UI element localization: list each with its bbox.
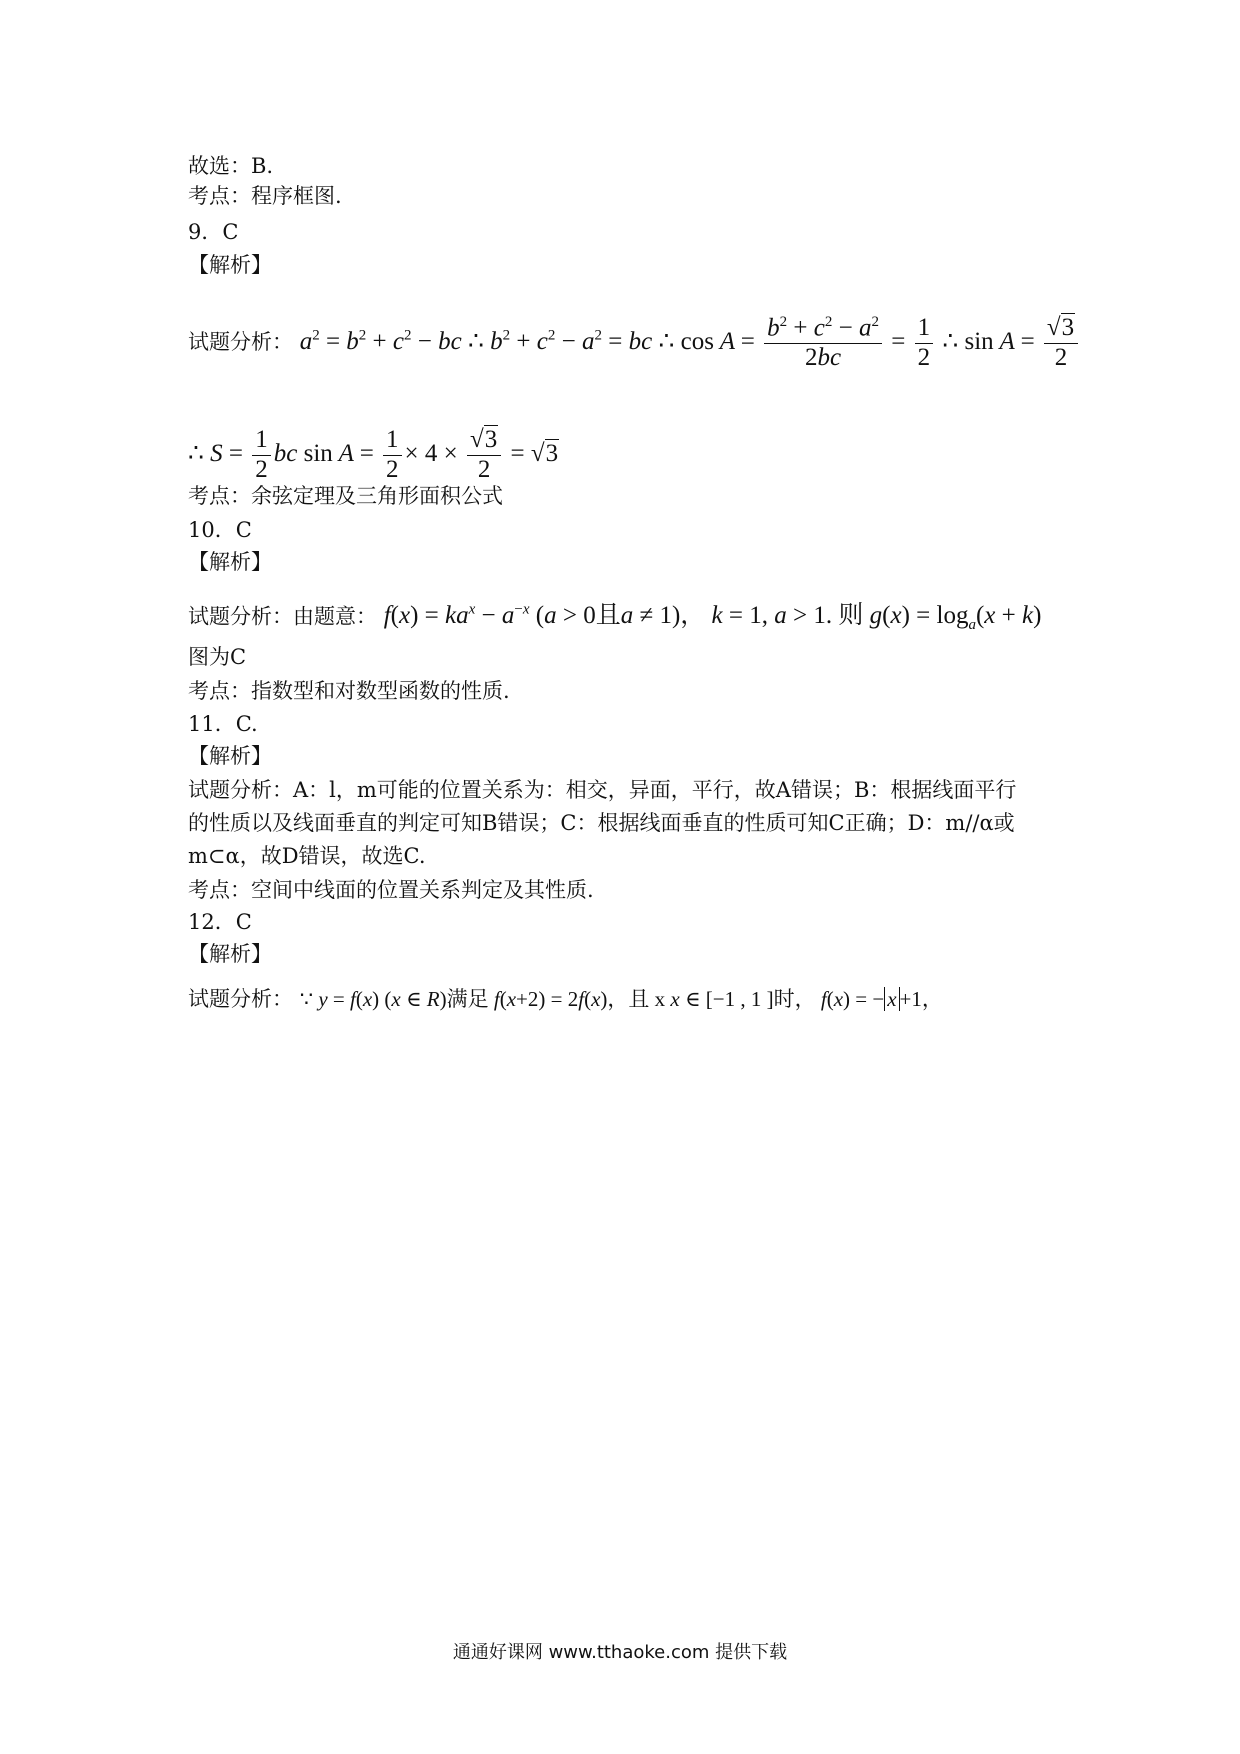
jiexi-heading-10: 【解析】: [188, 550, 272, 574]
analysis-prefix: 试题分析：: [188, 330, 293, 355]
analysis-12-line1: [188, 985, 943, 1013]
jiexi-heading-9: 【解析】: [188, 253, 272, 277]
analysis-prefix: 试题分析：由题意：: [188, 604, 377, 629]
analysis-11-line3: m⊂α，故D错误，故选C.: [188, 844, 426, 868]
kaodian-9: 考点：余弦定理及三角形面积公式: [188, 484, 503, 508]
analysis-10-line2: 图为C: [188, 645, 247, 669]
kaodian-line: 考点：程序框图.: [188, 184, 342, 208]
analysis-9-line2: [188, 426, 559, 485]
formula-periodic-function: ∵ y = f(x) (x ∈ R)满足 f(x+2) = 2f(x)，且 x x ∈ [−1 , 1 ]时， f(x) = − x +1，: [299, 987, 943, 1011]
question-10-answer: 10．C: [188, 518, 252, 542]
formula-triangle-area: ∴ S = $\frac{1}{2}$ bc sin A = $\frac{1}{2}$ × 4 × $\frac{√3}{2}$ = √3: [188, 426, 559, 483]
footer-source: 通通好课网 www.tthaoke.com 提供下载: [452, 1642, 788, 1663]
question-12-answer: 12．C: [188, 910, 252, 934]
formula-cosine-rule: $a^2 = b^2 + c^2$ − bc ∴ $b^2 + c^2 - a^2$ = bc ∴ cos A = $\frac{b^2 + c^2 - a^2}{2bc}$ = $\frac{1}{2}$ ∴ sin A = $\frac{√3}{2}$: [300, 328, 1081, 355]
jiexi-heading-12: 【解析】: [188, 942, 272, 966]
jiexi-heading-11: 【解析】: [188, 744, 272, 768]
analysis-11-line1: 试题分析：A：l，m可能的位置关系为：相交，异面，平行，故A错误；B：根据线面平行: [188, 778, 1017, 802]
analysis-11-line2: 的性质以及线面垂直的判定可知B错误；C：根据线面垂直的性质可知C正确；D：m//α或: [188, 811, 1015, 835]
question-9-answer: 9．C: [188, 220, 239, 244]
analysis-9-line1: [188, 314, 1081, 373]
question-11-answer: 11．C.: [188, 712, 258, 736]
answer-line: 故选：B.: [188, 154, 274, 178]
analysis-10-line1: [188, 596, 1041, 639]
kaodian-11: 考点：空间中线面的位置关系判定及其性质.: [188, 878, 594, 902]
analysis-prefix: 试题分析：: [188, 987, 293, 1011]
formula-exponential-function: $f(x) = ka^x - a^{-x}$ (a > 0且a ≠ 1)， k = 1, a > 1. 则 $g(x) = \log_a(x + k)$: [383, 602, 1042, 634]
kaodian-10: 考点：指数型和对数型函数的性质.: [188, 679, 510, 703]
